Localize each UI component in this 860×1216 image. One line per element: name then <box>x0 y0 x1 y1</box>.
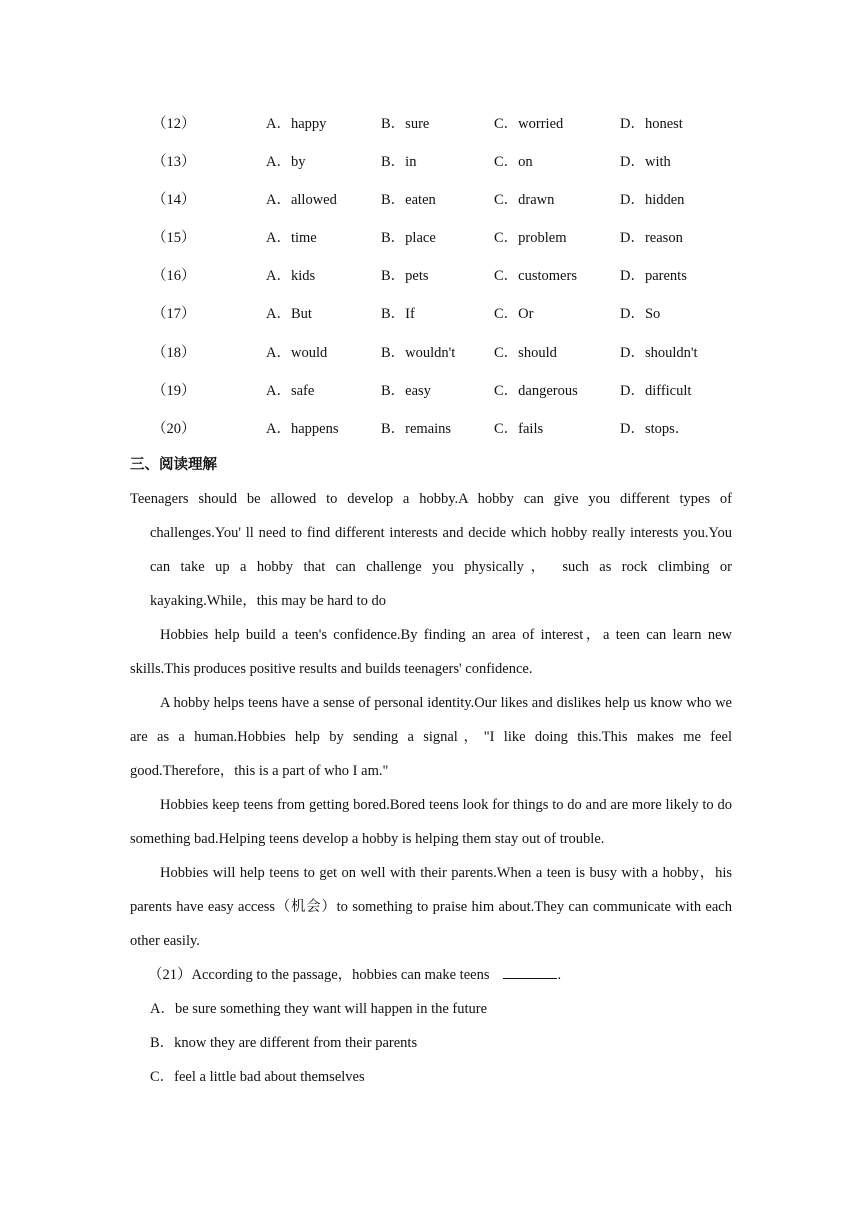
question-stem-end: . <box>557 967 562 983</box>
choice-table <box>0 109 860 452</box>
question-number: （13） <box>152 154 196 171</box>
question-21 <box>130 958 732 1094</box>
option-a: A．time <box>266 230 317 247</box>
question-number: （19） <box>152 382 196 399</box>
option-d: D．honest <box>620 116 683 132</box>
option-c: C．dangerous <box>494 382 578 399</box>
option-a: A．happy <box>266 116 327 132</box>
choice-row <box>0 299 860 337</box>
option-c: C．Or <box>494 306 534 323</box>
option-d: D．So <box>620 306 661 323</box>
question-number: （12） <box>152 116 196 132</box>
question-number: （15） <box>152 230 196 247</box>
option-d: D．with <box>620 154 671 171</box>
option-b: B．easy <box>381 382 431 399</box>
answer-option-a: A．be sure something they want will happen in the future <box>150 1001 488 1017</box>
option-c: C．on <box>494 154 533 171</box>
option-b: B．place <box>381 230 436 247</box>
choice-row <box>0 223 860 261</box>
option-d: D．shouldn't <box>620 344 698 361</box>
option-b: B．wouldn't <box>381 344 456 361</box>
option-b: B．eaten <box>381 192 436 209</box>
choice-row <box>0 147 860 185</box>
option-d: D．reason <box>620 230 683 247</box>
option-c: C．worried <box>494 116 564 132</box>
question-number: （17） <box>152 306 196 323</box>
passage-paragraph-1: Teenagers should be allowed to develop a hobby.A hobby can give you different types of challenges.You' ll need to find different interests and decide which hobby really interests you.You can take up a hobby that can challenge you physically， such as rock climbing or kayaking.While，this may be hard to do <box>130 491 732 609</box>
passage-paragraph-4: Hobbies keep teens from getting bored.Bored teens look for things to do and are more likely to do something bad.Helping teens develop a hobby is helping them stay out of trouble. <box>130 797 732 847</box>
passage-paragraph-3: A hobby helps teens have a sense of personal identity.Our likes and dislikes help us know who we are as a human.Hobbies help by sending a signal，"I like doing this.This makes me feel good.Therefore，this is a part of who I am." <box>130 695 732 779</box>
choice-row <box>0 376 860 414</box>
option-b: B．in <box>381 154 417 171</box>
choice-row <box>0 414 860 452</box>
option-d: D．hidden <box>620 192 685 209</box>
option-a: A．happens <box>266 420 339 437</box>
option-a: A．by <box>266 154 306 171</box>
choice-row <box>0 338 860 376</box>
question-number: （18） <box>152 344 196 361</box>
option-c: C．drawn <box>494 192 555 209</box>
option-a: A．allowed <box>266 192 337 209</box>
option-b: B．remains <box>381 420 452 437</box>
question-number: （20） <box>152 420 196 437</box>
option-a: A．But <box>266 306 312 323</box>
option-a: A．would <box>266 344 328 361</box>
question-number: （14） <box>152 192 196 209</box>
reading-passage <box>130 482 732 958</box>
question-number: （16） <box>152 268 196 285</box>
option-d: D．difficult <box>620 382 692 399</box>
option-b: B．pets <box>381 268 429 285</box>
option-c: C．problem <box>494 230 567 247</box>
answer-option-c: C．feel a little bad about themselves <box>150 1069 365 1085</box>
choice-row <box>0 261 860 299</box>
option-c: C．customers <box>494 268 577 285</box>
section-heading: 三、阅读理解 <box>130 457 217 473</box>
option-a: A．kids <box>266 268 316 285</box>
option-a: A．safe <box>266 382 315 399</box>
question-stem <box>130 958 732 992</box>
option-b: B．sure <box>381 116 430 132</box>
option-b: B．If <box>381 306 415 323</box>
choice-row <box>0 109 860 147</box>
choice-row <box>0 185 860 223</box>
answer-option-b: B．know they are different from their parents <box>150 1035 418 1051</box>
option-d: D．parents <box>620 268 687 285</box>
passage-paragraph-5: Hobbies will help teens to get on well with their parents.When a teen is busy with a hobby，his parents have easy access（机会）to something to praise him about.They can communicate with each other easily. <box>130 865 732 949</box>
option-d: D．stops． <box>620 420 690 437</box>
option-c: C．should <box>494 344 557 361</box>
option-c: C．fails <box>494 420 544 437</box>
question-stem-text: （21）According to the passage，hobbies can make teens <box>148 967 490 983</box>
passage-paragraph-2: Hobbies help build a teen's confidence.By finding an area of interest，a teen can learn new skills.This produces positive results and builds teenagers' confidence. <box>130 627 732 677</box>
answer-blank <box>503 964 557 979</box>
